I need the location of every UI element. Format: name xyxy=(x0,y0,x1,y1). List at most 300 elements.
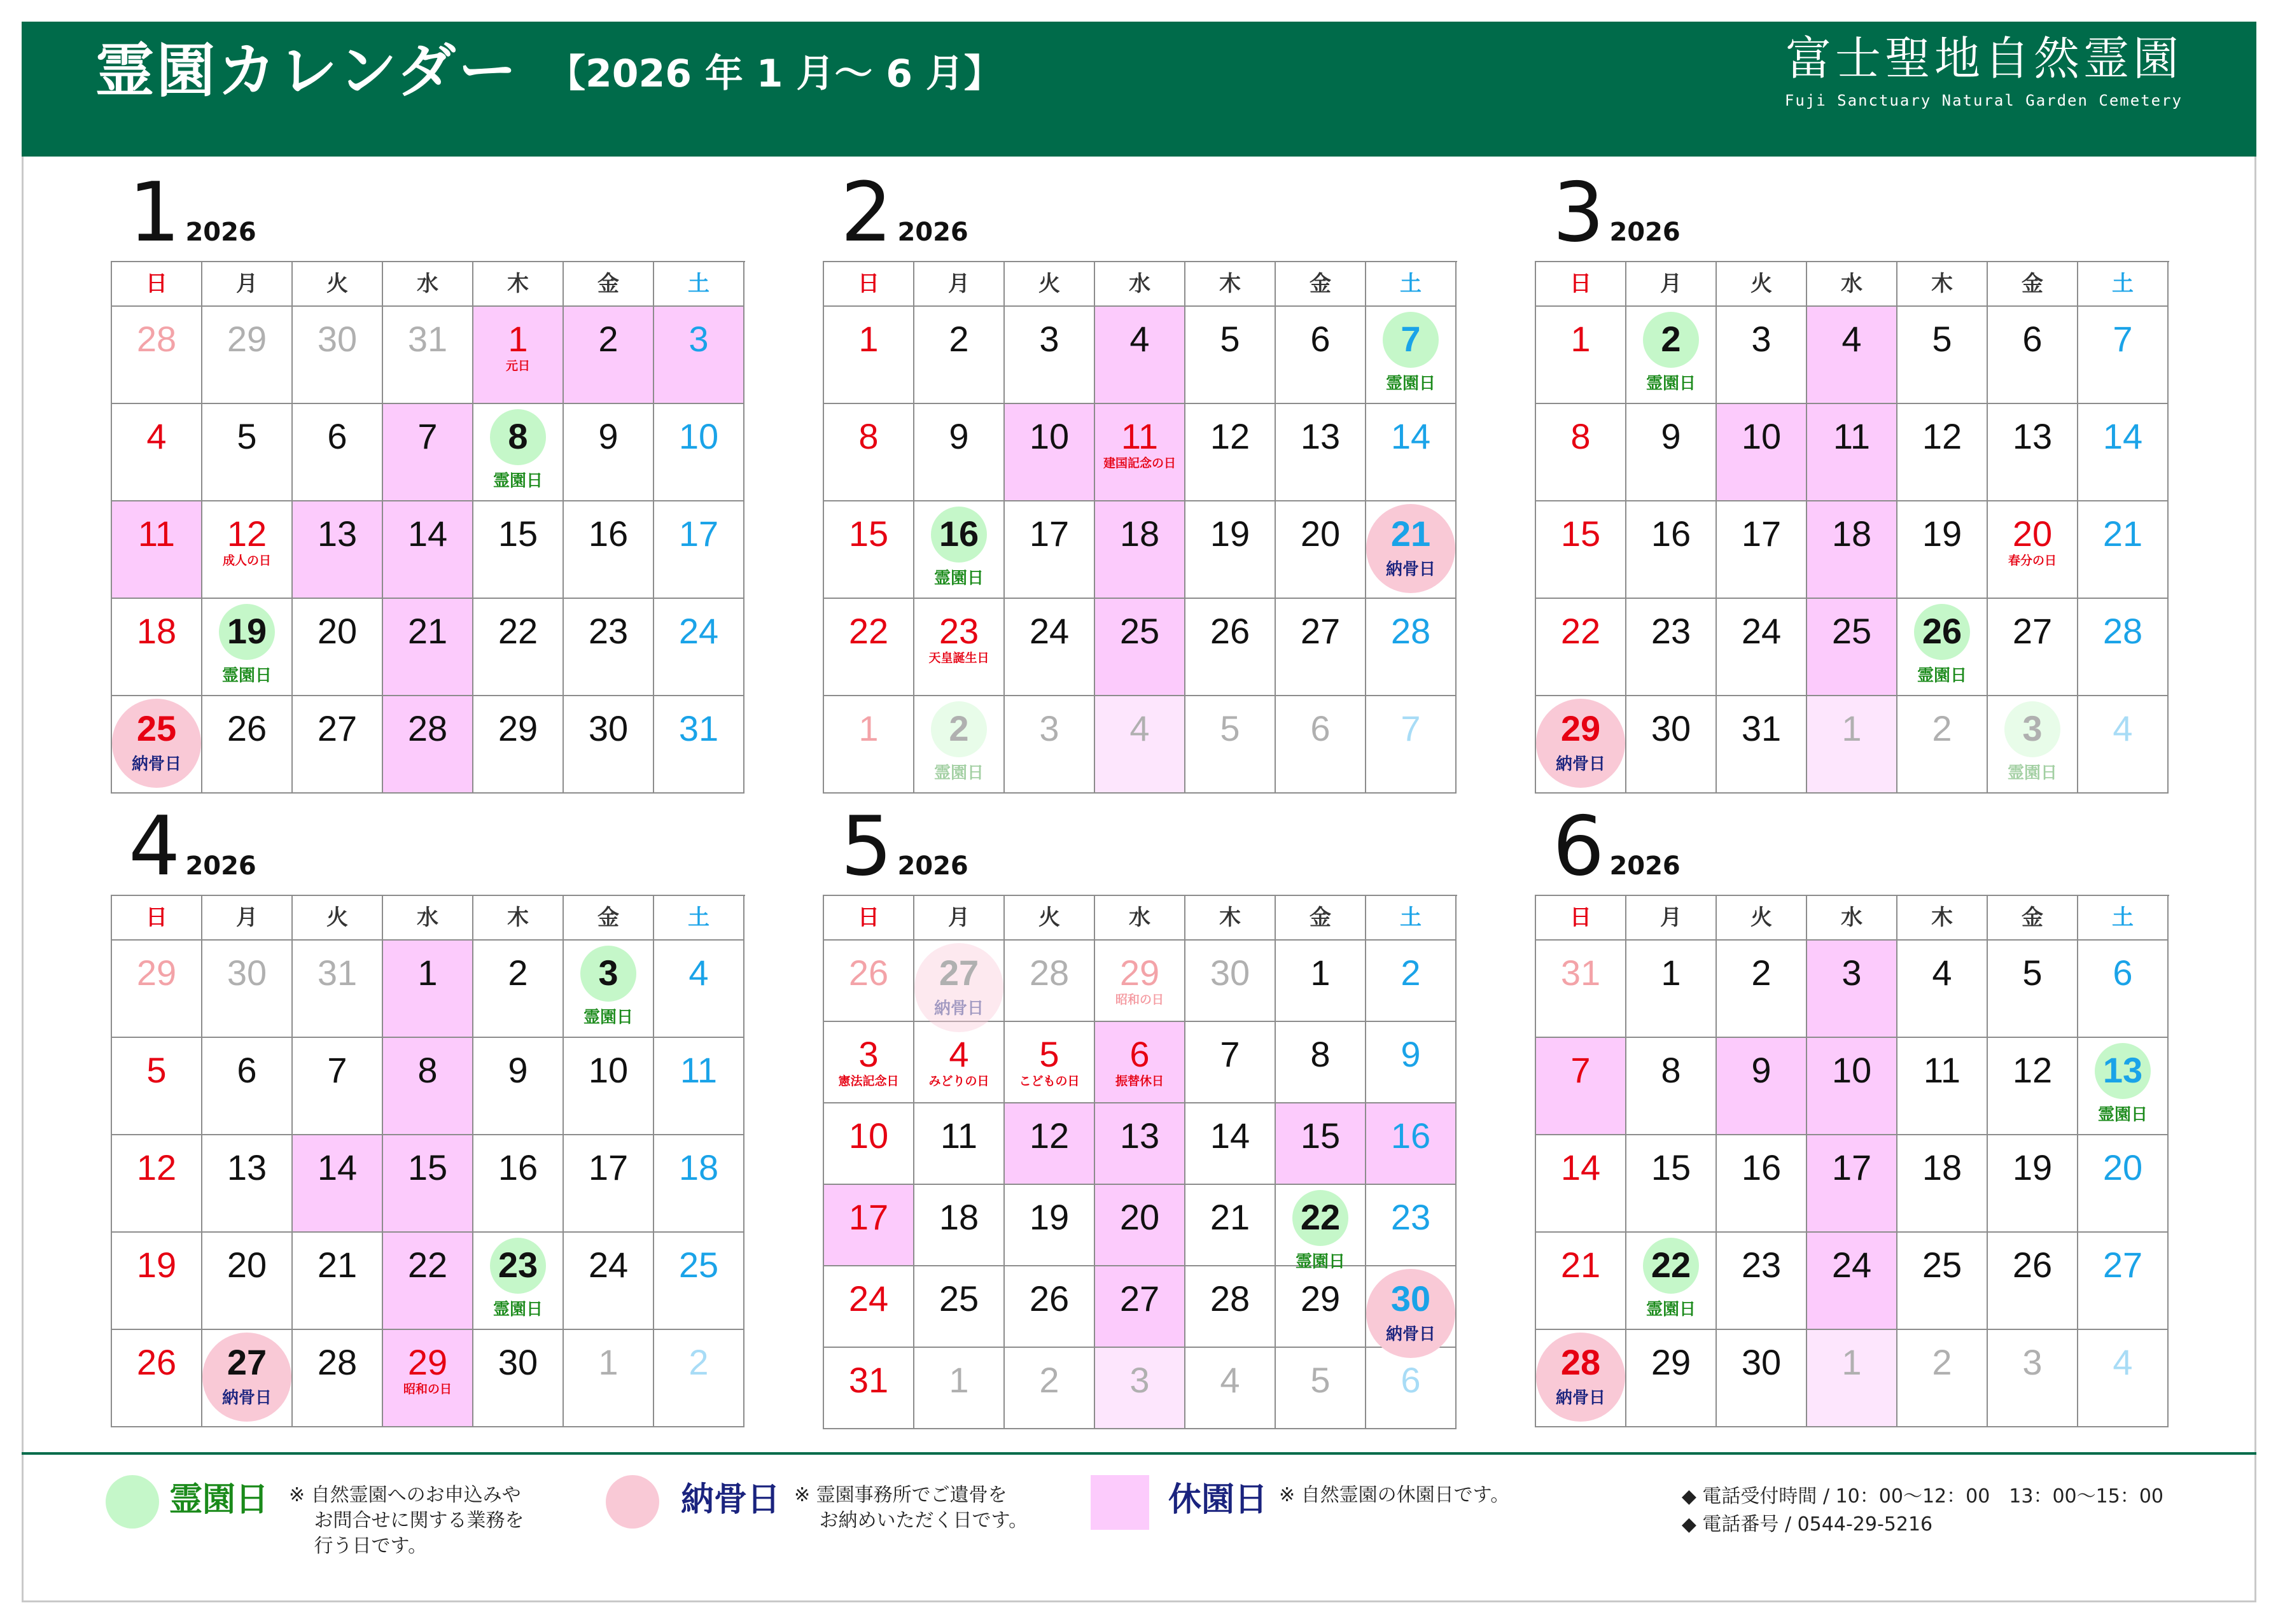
day-number-wrap xyxy=(1095,1189,1184,1246)
day-number: 17 xyxy=(1741,514,1782,554)
day-number: 28 xyxy=(136,319,177,359)
day-number: 27 xyxy=(939,953,979,993)
day-number: 14 xyxy=(407,514,448,554)
day-number: 1 xyxy=(508,319,528,359)
legend-reien-label: 霊園日 xyxy=(169,1481,269,1519)
day-number-wrap xyxy=(383,505,472,563)
day-cell xyxy=(1005,501,1095,599)
day-number: 4 xyxy=(1129,708,1150,748)
day-number-wrap xyxy=(564,1334,653,1391)
day-number-wrap xyxy=(293,505,382,563)
day-cell xyxy=(1185,1185,1276,1266)
day-number-wrap xyxy=(654,1334,743,1391)
day-number-wrap xyxy=(2078,1042,2167,1099)
day-number: 10 xyxy=(1029,416,1070,456)
week-row xyxy=(112,1038,745,1135)
holiday-name: こどもの日 xyxy=(1019,1074,1080,1088)
day-number: 7 xyxy=(1570,1050,1591,1090)
day-cell xyxy=(914,404,1005,501)
day-number-wrap xyxy=(202,311,291,368)
day-number-wrap xyxy=(2078,1236,2167,1294)
day-number-wrap xyxy=(1185,944,1275,1002)
day-number: 23 xyxy=(1390,1197,1431,1237)
day-number: 14 xyxy=(1210,1116,1250,1156)
noukotsu-day-label: 納骨日 xyxy=(221,1389,272,1408)
weekday-label: 月 xyxy=(914,896,1005,941)
reien-day-label: 霊園日 xyxy=(583,1008,633,1027)
day-cell xyxy=(293,1330,383,1427)
day-number: 11 xyxy=(1923,1050,1961,1090)
weekday-label: 火 xyxy=(1005,262,1095,307)
day-number-wrap xyxy=(564,1139,653,1196)
day-number-wrap xyxy=(202,1334,291,1391)
day-number: 27 xyxy=(1119,1278,1160,1319)
day-number: 17 xyxy=(588,1147,629,1187)
month-grid xyxy=(823,895,1457,1429)
week-row xyxy=(112,307,745,404)
closed-day-cell xyxy=(1807,1135,1897,1233)
day-cell xyxy=(1095,941,1185,1022)
day-number-wrap xyxy=(293,944,382,1002)
closed-day-cell xyxy=(824,1185,914,1266)
day-number-wrap xyxy=(1366,1352,1455,1409)
weekday-label: 金 xyxy=(564,896,654,941)
month-number: 3 xyxy=(1553,165,1605,260)
weekday-label: 火 xyxy=(1005,896,1095,941)
day-number: 4 xyxy=(2113,1342,2133,1382)
day-cell xyxy=(202,1233,293,1330)
day-number-wrap xyxy=(1536,1139,1625,1196)
closed-day-cell xyxy=(383,599,473,696)
day-number-wrap xyxy=(1276,408,1365,465)
week-row xyxy=(112,599,745,696)
day-number-wrap xyxy=(1988,700,2077,757)
day-number: 15 xyxy=(848,514,889,554)
month-number: 1 xyxy=(129,165,181,260)
day-number: 7 xyxy=(1220,1034,1240,1074)
day-number-wrap xyxy=(1626,408,1715,465)
week-row xyxy=(824,501,1457,599)
weekday-label: 水 xyxy=(383,262,473,307)
day-number-wrap xyxy=(654,408,743,465)
reien-day-label: 霊園日 xyxy=(1295,1252,1345,1271)
day-number-wrap xyxy=(1005,1107,1094,1165)
weekday-label: 火 xyxy=(1717,896,1807,941)
day-number: 14 xyxy=(317,1147,358,1187)
closed-day-cell xyxy=(1807,696,1897,794)
closed-day-cell xyxy=(1807,941,1897,1038)
day-number: 17 xyxy=(848,1197,889,1237)
day-number: 20 xyxy=(2012,514,2053,554)
closed-day-cell xyxy=(383,501,473,599)
day-number: 3 xyxy=(688,319,709,359)
day-number: 29 xyxy=(1300,1278,1341,1319)
month-grid xyxy=(111,895,745,1427)
day-number: 30 xyxy=(1210,953,1250,993)
day-number-wrap xyxy=(112,603,201,660)
day-cell xyxy=(654,1038,744,1135)
day-number: 26 xyxy=(227,708,267,748)
weekday-label: 土 xyxy=(1366,262,1457,307)
day-number-wrap xyxy=(1717,311,1806,368)
day-cell xyxy=(824,1266,914,1348)
day-number: 19 xyxy=(227,611,267,651)
day-cell xyxy=(1626,1233,1717,1330)
day-number-wrap xyxy=(1276,1352,1365,1409)
day-number: 16 xyxy=(1390,1116,1431,1156)
day-number: 8 xyxy=(508,416,528,456)
day-number: 5 xyxy=(237,416,257,456)
weekday-label: 土 xyxy=(654,262,744,307)
week-row xyxy=(824,1348,1457,1429)
day-number: 23 xyxy=(498,1245,538,1285)
day-number: 20 xyxy=(317,611,358,651)
day-number-wrap xyxy=(1807,311,1896,368)
day-number-wrap xyxy=(1185,408,1275,465)
day-number-wrap xyxy=(1536,1236,1625,1294)
day-number-wrap xyxy=(1185,700,1275,757)
day-cell xyxy=(2078,404,2169,501)
day-number: 4 xyxy=(146,416,167,456)
day-cell xyxy=(473,941,564,1038)
day-cell xyxy=(1988,1038,2078,1135)
day-cell xyxy=(824,1022,914,1103)
closed-day-cell xyxy=(654,307,744,404)
day-number: 24 xyxy=(1741,611,1782,651)
day-number-wrap xyxy=(2078,408,2167,465)
day-number-wrap xyxy=(1095,1107,1184,1165)
day-number: 9 xyxy=(949,416,969,456)
day-number: 25 xyxy=(939,1278,979,1319)
day-number-wrap xyxy=(654,700,743,757)
weekday-header xyxy=(1536,262,2169,307)
day-number-wrap xyxy=(2078,944,2167,1002)
weekday-label: 金 xyxy=(1988,262,2078,307)
day-number: 22 xyxy=(498,611,538,651)
holiday-name: みどりの日 xyxy=(928,1074,989,1088)
day-number-wrap xyxy=(293,603,382,660)
day-number: 19 xyxy=(1922,514,1962,554)
day-number: 27 xyxy=(317,708,358,748)
day-number-wrap xyxy=(202,1236,291,1294)
closed-day-cell xyxy=(1095,1022,1185,1103)
day-number-wrap xyxy=(1276,944,1365,1002)
closed-day-cell xyxy=(1807,1038,1897,1135)
month-year: 2026 xyxy=(185,218,256,247)
day-number: 23 xyxy=(1741,1245,1782,1285)
day-number-wrap xyxy=(1626,944,1715,1002)
day-number-wrap xyxy=(1366,311,1455,368)
weekday-label: 月 xyxy=(1626,262,1717,307)
day-number-wrap xyxy=(1807,505,1896,563)
day-number: 28 xyxy=(317,1342,358,1382)
day-number-wrap xyxy=(293,1042,382,1099)
day-cell xyxy=(914,1022,1005,1103)
day-number-wrap xyxy=(824,311,913,368)
week-row xyxy=(1536,696,2169,794)
day-number: 6 xyxy=(1129,1034,1150,1074)
reien-day-label: 霊園日 xyxy=(1917,666,1967,685)
day-number-wrap xyxy=(383,408,472,465)
day-cell xyxy=(1536,1135,1626,1233)
day-number: 13 xyxy=(2102,1050,2143,1090)
day-number: 31 xyxy=(1741,708,1782,748)
weekday-label: 日 xyxy=(112,262,202,307)
day-number: 21 xyxy=(1390,514,1431,554)
day-number: 28 xyxy=(1560,1342,1601,1382)
month-title xyxy=(129,165,256,261)
noukotsu-day-label: 納骨日 xyxy=(1385,560,1436,579)
day-number: 25 xyxy=(1119,611,1160,651)
day-cell xyxy=(654,501,744,599)
day-cell xyxy=(1717,501,1807,599)
day-number: 30 xyxy=(588,708,629,748)
day-cell xyxy=(293,941,383,1038)
day-number: 26 xyxy=(1029,1278,1070,1319)
closed-day-cell xyxy=(383,1038,473,1135)
month-year: 2026 xyxy=(1609,218,1681,247)
legend-kyuen-label: 休園日 xyxy=(1168,1481,1268,1519)
day-number: 13 xyxy=(2012,416,2053,456)
day-cell xyxy=(1005,941,1095,1022)
day-cell xyxy=(112,1135,202,1233)
day-number-wrap xyxy=(1095,1270,1184,1327)
day-number: 12 xyxy=(1210,416,1250,456)
day-number-wrap xyxy=(112,1334,201,1391)
day-number-wrap xyxy=(1536,944,1625,1002)
day-cell xyxy=(1897,307,1988,404)
week-row xyxy=(824,404,1457,501)
day-number-wrap xyxy=(1366,1270,1455,1327)
day-number-wrap xyxy=(1717,944,1806,1002)
week-row xyxy=(112,941,745,1038)
day-cell xyxy=(1276,404,1366,501)
day-number-wrap xyxy=(293,700,382,757)
closed-day-cell xyxy=(1095,599,1185,696)
day-cell xyxy=(1988,1233,2078,1330)
weekday-label: 土 xyxy=(654,896,744,941)
day-number-wrap xyxy=(824,603,913,660)
day-number-wrap xyxy=(1897,1139,1987,1196)
reien-day-label: 霊園日 xyxy=(221,666,272,685)
day-number-wrap xyxy=(1185,603,1275,660)
day-number-wrap xyxy=(564,944,653,1002)
closed-day-cell xyxy=(1095,501,1185,599)
day-cell xyxy=(1626,1135,1717,1233)
day-number: 26 xyxy=(848,953,889,993)
day-number: 5 xyxy=(2022,953,2043,993)
day-number: 28 xyxy=(1029,953,1070,993)
day-number-wrap xyxy=(1095,1352,1184,1409)
day-number: 24 xyxy=(848,1278,889,1319)
day-number-wrap xyxy=(112,311,201,368)
day-number: 1 xyxy=(598,1342,618,1382)
day-number: 24 xyxy=(1831,1245,1872,1285)
day-number: 6 xyxy=(237,1050,257,1090)
day-cell xyxy=(1897,599,1988,696)
day-number: 28 xyxy=(2102,611,2143,651)
day-number: 30 xyxy=(1741,1342,1782,1382)
holiday-name: 昭和の日 xyxy=(403,1382,452,1396)
day-cell xyxy=(654,404,744,501)
week-row xyxy=(112,1135,745,1233)
day-cell xyxy=(1897,1038,1988,1135)
day-number-wrap xyxy=(2078,700,2167,757)
day-number-wrap xyxy=(1185,1189,1275,1246)
closed-day-cell xyxy=(1807,1330,1897,1427)
day-cell xyxy=(1276,501,1366,599)
day-number: 4 xyxy=(1932,953,1952,993)
day-cell xyxy=(202,696,293,794)
closed-day-cell xyxy=(1095,1185,1185,1266)
day-number-wrap xyxy=(1095,311,1184,368)
day-cell xyxy=(112,599,202,696)
day-number-wrap xyxy=(1366,408,1455,465)
day-number-wrap xyxy=(1185,1352,1275,1409)
day-cell xyxy=(1988,599,2078,696)
holiday-name: 天皇誕生日 xyxy=(928,651,989,665)
day-cell xyxy=(2078,696,2169,794)
week-row xyxy=(1536,1038,2169,1135)
day-number: 12 xyxy=(2012,1050,2053,1090)
day-cell xyxy=(2078,599,2169,696)
day-number-wrap xyxy=(1005,1270,1094,1327)
weekday-header xyxy=(1536,896,2169,941)
day-number: 3 xyxy=(1039,319,1059,359)
day-number: 6 xyxy=(1401,1360,1421,1400)
day-cell xyxy=(914,599,1005,696)
day-number: 16 xyxy=(588,514,629,554)
day-cell xyxy=(383,307,473,404)
day-number: 7 xyxy=(2113,319,2133,359)
day-number: 3 xyxy=(1039,708,1059,748)
day-number-wrap xyxy=(1717,1139,1806,1196)
month-grid xyxy=(1535,261,2169,794)
day-cell xyxy=(1366,307,1457,404)
reien-day-label: 霊園日 xyxy=(493,1300,543,1319)
day-cell xyxy=(2078,1038,2169,1135)
day-cell xyxy=(1366,1022,1457,1103)
brand-name-en: Fuji Sanctuary Natural Garden Cemetery xyxy=(1784,92,2183,109)
day-number-wrap xyxy=(1005,700,1094,757)
day-cell xyxy=(1185,599,1276,696)
day-number: 30 xyxy=(227,953,267,993)
day-number: 19 xyxy=(1029,1197,1070,1237)
month-number: 5 xyxy=(841,799,893,894)
day-number-wrap xyxy=(1988,1042,2077,1099)
day-cell xyxy=(473,696,564,794)
day-number: 6 xyxy=(2022,319,2043,359)
day-number-wrap xyxy=(1717,1236,1806,1294)
weekday-label: 月 xyxy=(914,262,1005,307)
day-number: 22 xyxy=(407,1245,448,1285)
day-number: 15 xyxy=(1651,1147,1691,1187)
day-number-wrap xyxy=(564,505,653,563)
day-number: 31 xyxy=(1560,953,1601,993)
noukotsu-day-label: 納骨日 xyxy=(1555,1389,1605,1408)
day-cell xyxy=(1897,501,1988,599)
closed-day-cell xyxy=(1807,501,1897,599)
day-number: 8 xyxy=(1661,1050,1681,1090)
day-number: 5 xyxy=(1220,319,1240,359)
holiday-name: 昭和の日 xyxy=(1115,993,1164,1007)
day-number-wrap xyxy=(914,1189,1003,1246)
day-number-wrap xyxy=(824,944,913,1002)
weekday-label: 月 xyxy=(202,262,293,307)
day-number-wrap xyxy=(1095,505,1184,563)
day-number: 12 xyxy=(1029,1116,1070,1156)
day-cell xyxy=(1185,696,1276,794)
day-number: 1 xyxy=(1310,953,1331,993)
day-number: 1 xyxy=(858,708,879,748)
day-number: 6 xyxy=(327,416,347,456)
week-row xyxy=(824,1103,1457,1185)
day-number-wrap xyxy=(473,944,563,1002)
day-cell xyxy=(1988,1330,2078,1427)
day-number-wrap xyxy=(1536,408,1625,465)
closed-day-cell xyxy=(293,501,383,599)
day-number: 1 xyxy=(1841,708,1862,748)
closed-day-cell xyxy=(383,1135,473,1233)
day-cell xyxy=(564,1233,654,1330)
day-number-wrap xyxy=(1276,1107,1365,1165)
day-cell xyxy=(1185,404,1276,501)
day-cell xyxy=(1366,501,1457,599)
day-number-wrap xyxy=(1807,944,1896,1002)
day-number-wrap xyxy=(473,700,563,757)
day-number-wrap xyxy=(654,603,743,660)
day-number: 15 xyxy=(1560,514,1601,554)
day-cell xyxy=(1626,1038,1717,1135)
day-number-wrap xyxy=(1626,1139,1715,1196)
day-number-wrap xyxy=(112,1236,201,1294)
day-number-wrap xyxy=(1626,700,1715,757)
weekday-label: 月 xyxy=(202,896,293,941)
day-number: 31 xyxy=(407,319,448,359)
day-number: 24 xyxy=(1029,611,1070,651)
closed-day-cell xyxy=(1807,599,1897,696)
day-number-wrap xyxy=(824,408,913,465)
weekday-label: 水 xyxy=(1095,896,1185,941)
week-row xyxy=(112,404,745,501)
closed-day-cell xyxy=(383,696,473,794)
day-number: 3 xyxy=(1751,319,1771,359)
day-number: 21 xyxy=(2102,514,2143,554)
day-number-wrap xyxy=(1897,408,1987,465)
day-number-wrap xyxy=(914,505,1003,563)
day-number: 19 xyxy=(136,1245,177,1285)
day-number: 2 xyxy=(598,319,618,359)
day-cell xyxy=(112,307,202,404)
month-title xyxy=(129,799,256,895)
day-number-wrap xyxy=(824,1107,913,1165)
day-cell xyxy=(1185,1266,1276,1348)
day-number: 9 xyxy=(1661,416,1681,456)
day-cell xyxy=(914,1266,1005,1348)
day-cell xyxy=(2078,941,2169,1038)
day-cell xyxy=(1005,696,1095,794)
weekday-label: 木 xyxy=(1185,262,1276,307)
day-cell xyxy=(1366,599,1457,696)
day-cell xyxy=(824,404,914,501)
closed-day-cell xyxy=(1717,404,1807,501)
day-number-wrap xyxy=(1626,311,1715,368)
day-cell xyxy=(1185,307,1276,404)
day-number: 12 xyxy=(136,1147,177,1187)
day-number: 4 xyxy=(1841,319,1862,359)
day-cell xyxy=(654,599,744,696)
day-number-wrap xyxy=(202,944,291,1002)
